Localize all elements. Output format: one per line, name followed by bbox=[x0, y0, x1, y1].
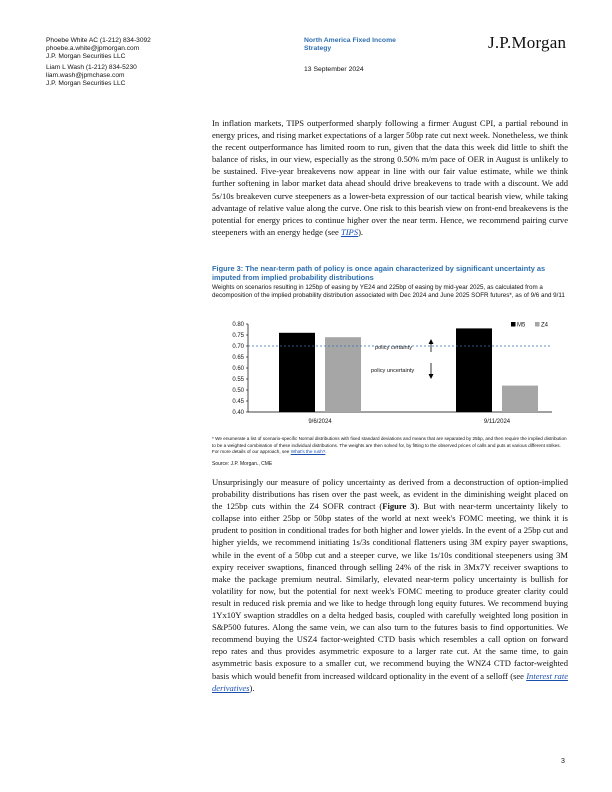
department-line-1: North America Fixed Income bbox=[304, 37, 396, 44]
analyst-2-email[interactable]: liam.wash@jpmchase.com bbox=[46, 72, 125, 79]
whats-the-rush-link[interactable]: What's the rush? bbox=[290, 449, 326, 454]
page-number: 3 bbox=[561, 758, 565, 765]
y-tick-label: 0.60 bbox=[232, 366, 244, 372]
y-tick-label: 0.50 bbox=[232, 388, 244, 394]
jpmorgan-logo: J.P.Morgan bbox=[488, 33, 567, 52]
bar-z4-1 bbox=[325, 337, 361, 412]
paragraph-policy-end: ). bbox=[249, 682, 255, 693]
figure-reference: Figure 3 bbox=[382, 501, 415, 512]
analyst-2-company: J.P. Morgan Securities LLC bbox=[46, 80, 126, 87]
y-tick-label: 0.40 bbox=[232, 410, 244, 416]
annotation-policy-certainty: policy certainty bbox=[375, 345, 412, 351]
analyst-2-name: Liam L Wash (1-212) 834-5230 bbox=[46, 64, 137, 71]
paragraph-policy-text: Unsurprisingly our measure of policy uncertainty as derived from a deconstruction of option-implied probability distributions has risen over the past week, as evident in the diminishing weight placed on the 125bp cuts within the Z4 SOFR contract ( bbox=[212, 477, 568, 512]
arrow-up-icon bbox=[429, 339, 434, 344]
x-tick-label: 9/11/2024 bbox=[483, 419, 511, 425]
y-tick-label: 0.70 bbox=[232, 344, 244, 350]
y-tick-label: 0.75 bbox=[232, 333, 244, 339]
figure-footnote bbox=[212, 436, 569, 456]
department-label bbox=[304, 37, 396, 54]
paragraph-policy-uncertainty bbox=[212, 476, 568, 694]
footnote-text: * We enumerate a list of scenario-specific Normal distributions with fixed standard deviations and means that are separated by 25bp, and then require the implied distribution to be a weighted combination of these individual distributions. The weights are then solved for, by fitting to the observed prices of calls and puts at various different strikes. For more details of our approach, see bbox=[212, 436, 567, 454]
paragraph-policy-body: ). But with near-term uncertainty likely to collapse into either 25bp or 50bp states of the world at next week's FOMC meeting, we think it is prudent to position in conditional trades for both higher and lower yields. In the event of a 25bp cut and higher yields, we recommend initiating 1s/3s conditional flatteners using 3M expiry payer swaptions, while in the event of a 50bp cut and a steeper curve, we like 1s/10s conditional steepeners using 3M expiry receiver swaptions, financed through selling 24% of the risk in 3Mx7Y receiver swaptions to make the package premium neutral. Similarly, elevated near-term policy uncertainty is bullish for volatility for now, but the potential for next week's FOMC meeting to produce greater clarity could result in reduced risk premia and we like to hedge through long equity futures. We recommend buying 1Yx10Y swaption straddles on a delta hedged basis, coupled with carefully weighted long position in S&P500 futures. Along the same vein, we can also turn to the futures basis to find opportunities. We recommend buying the USZ4 factor-weighted CTD basis which resembles a call option on forward repo rates and thus provides asymmetric exposure to a larger rate cut. At the same time, to gain asymmetric basis exposure to a smaller cut, we recommend buying the WNZ4 CTD factor-weighted basis which would benefit from increased wildcard optionality in the event of a selloff (see bbox=[212, 501, 568, 681]
y-tick-label: 0.80 bbox=[232, 322, 244, 328]
legend-swatch-z4 bbox=[535, 322, 540, 327]
figure-subtitle: Weights on scenarios resulting in 125bp of easing by YE24 and 225bp of easing by mid-year 2025, as calculated from a decomposition of the implied probability distribution associated with Dec 2024 and June 2025 SOFR futures*, as of 9/6 and 9/11 bbox=[212, 284, 565, 300]
figure-title: Figure 3: The near-term path of policy is once again characterized by significant uncertainty as imputed from implied probability distributions bbox=[212, 264, 546, 282]
paragraph-inflation-text: In inflation markets, TIPS outperformed sharply following a firmer August CPI, a partial rebound in energy prices, and rising market expectations of a larger 50bp rate cut next week. Nonetheless, we think the recent outperformance has limited room to run, given that the data this week did little to shift the balance of risks, in our view, especially as the strong 0.50% m/m pace of OER in August is unlikely to be sustained. Five-year breakevens now appear in line with our fair value estimate, while we think further softening in labor market data ahead should drive breakevens to trade with a discount. We add 5s/10s breakeven curve steepeners as a lower-beta expression of our tactical bearish view, while taking advantage of relative value along the curve. One risk to this bearish view on front-end breakevens is the potential for energy prices to continue higher over the near term. Hence, we recommend pairing curve steepeners with an energy hedge (see bbox=[212, 118, 568, 237]
analyst-contacts bbox=[46, 37, 151, 88]
certainty-annotation bbox=[371, 339, 434, 379]
arrow-down-icon bbox=[429, 374, 434, 379]
y-tick-label: 0.65 bbox=[232, 355, 244, 361]
policy-uncertainty-bar-chart bbox=[212, 318, 569, 434]
tips-link[interactable]: TIPS bbox=[340, 226, 359, 237]
legend-label-m5: M5 bbox=[517, 322, 526, 329]
paragraph-inflation bbox=[212, 117, 568, 238]
y-tick-label: 0.45 bbox=[232, 399, 244, 405]
analyst-1-email[interactable]: phoebe.a.white@jpmorgan.com bbox=[46, 45, 140, 52]
report-date: 13 September 2024 bbox=[304, 66, 364, 73]
legend-label-z4: Z4 bbox=[541, 322, 549, 329]
annotation-policy-uncertainty: policy uncertainty bbox=[371, 368, 415, 374]
bar-m5-2 bbox=[456, 328, 492, 412]
analyst-1-name: Phoebe White AC (1-212) 834-3092 bbox=[46, 37, 151, 44]
analyst-1-company: J.P. Morgan Securities LLC bbox=[46, 53, 126, 60]
paragraph-inflation-end: ). bbox=[358, 226, 364, 237]
figure-source: Source: J.P. Morgan., CME bbox=[212, 461, 273, 467]
bar-z4-2 bbox=[502, 386, 538, 412]
x-axis-labels bbox=[308, 419, 510, 425]
bar-m5-1 bbox=[279, 333, 315, 412]
department-line-2: Strategy bbox=[304, 45, 332, 53]
y-tick-label: 0.55 bbox=[232, 377, 244, 383]
footnote-end: . bbox=[325, 449, 327, 454]
x-tick-label: 9/6/2024 bbox=[308, 419, 332, 425]
legend-swatch-m5 bbox=[511, 322, 516, 327]
chart-legend bbox=[511, 322, 549, 329]
interest-rate-derivatives-link[interactable]: Interest rate derivatives bbox=[212, 670, 568, 693]
